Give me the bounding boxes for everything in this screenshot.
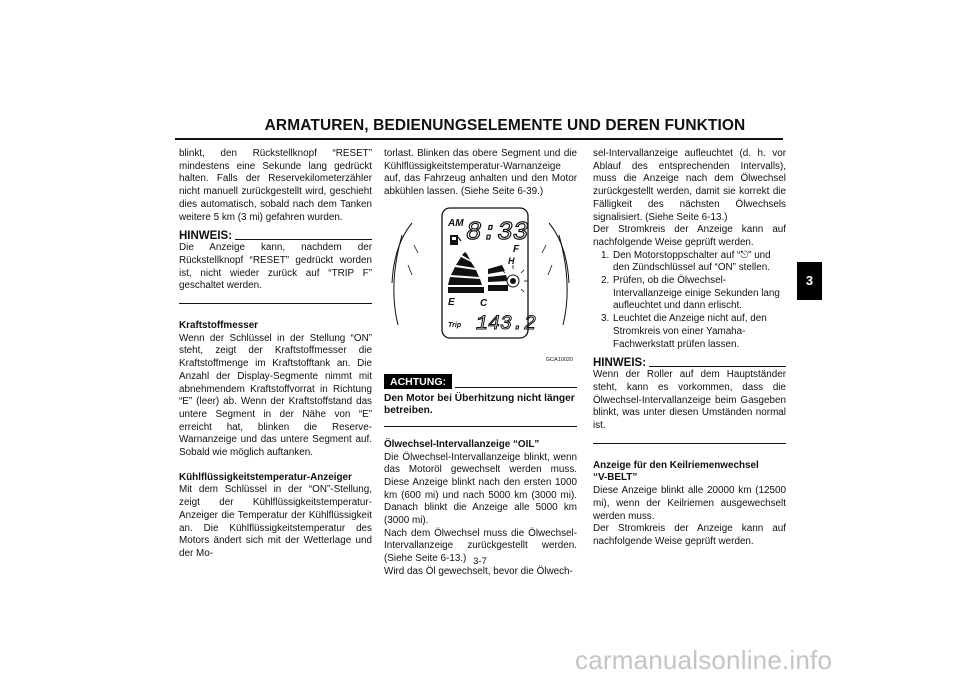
paragraph-reset: blinkt, den Rückstellknopf “RESET” mindestens eine Sekunde lang gedrückt halten. Falls der Reservekilometerzähler nicht manuell zurückgestellt wird, geschieht dies automatisch, sobald nach dem Tanken weitere 5 km (3 mi) gefahren wurden. bbox=[179, 148, 372, 223]
hinweis-text: Wenn der Roller auf dem Hauptständer steht, kann es vorkommen, dass die Ölwechsel-Intervallanzeige beim Gasgeben blinkt, was unter diesen Umständen normal ist. bbox=[593, 369, 786, 432]
instrument-display-illustration bbox=[384, 205, 577, 370]
watermark: carmanualsonline.info bbox=[575, 645, 833, 675]
page-title: ARMATUREN, BEDIENUNGSELEMENTE UND DEREN FUNKTION bbox=[264, 117, 746, 134]
column-1 bbox=[179, 148, 372, 561]
chapter-tab: 3 bbox=[797, 262, 822, 300]
oil-early-text: Wird das Öl gewechselt, bevor die Ölwech- bbox=[384, 565, 573, 577]
achtung-rule bbox=[455, 387, 577, 388]
hinweis-heading bbox=[179, 230, 372, 242]
paragraph-oil-cont: sel-Intervallanzeige aufleuchtet (d. h. vor Ablauf des entsprechenden Intervalls), muss die Anzeige nach dem Ölwechsel zurückgestellt werden, damit sie korrekt die Fälligkeit des nächsten Ölwechsels signalisiert. (Siehe Seite 6-13.) bbox=[593, 148, 786, 223]
hinweis-rule bbox=[235, 239, 372, 240]
coolant-text: Mit dem Schlüssel in der “ON”-Stellung, zeigt der Kühlflüssigkeitstemperatur-Anzeiger die Temperatur der Kühlflüssigkeit an. Die Kühlflüssigkeitstemperatur des Motors ändert sich mit der Wetterlage und der Mo- bbox=[179, 484, 372, 559]
figure-code: GCA10020 bbox=[545, 357, 573, 364]
check-step: 2. Prüfen, ob die Ölwechsel-Intervallanzeige einige Sekunden lang aufleuchtet und dann erlischt. bbox=[601, 275, 780, 312]
hinweis-end-rule bbox=[593, 443, 786, 444]
vbelt-title-2: “V-BELT” bbox=[593, 472, 638, 484]
temp-cold-label: C bbox=[480, 297, 488, 309]
am-indicator: AM bbox=[448, 217, 464, 229]
achtung-text: Den Motor bei Überhitzung nicht länger betreiben. bbox=[384, 392, 575, 417]
page-number: 3-7 bbox=[473, 556, 487, 567]
vbelt-text: Diese Anzeige blinkt alle 20000 km (12500 mi), wenn der Keilriemen ausgewechselt werden muss. bbox=[593, 485, 786, 522]
oil-indicator-text: Die Ölwechsel-Intervallanzeige blinkt, wenn das Motoröl gewechselt werden muss. Diese Anzeige blinkt nach den ersten 1000 km (600 mi) und nach 5000 km (3000 mi). Danach blinkt die Anzeige alle 5000 km (3000 mi). bbox=[384, 451, 577, 527]
column-3 bbox=[593, 148, 786, 549]
check-step: 3. Leuchtet die Anzeige nicht auf, den Stromkreis von einer Yamaha-Fachwerkstatt prüfen lassen. bbox=[601, 313, 767, 350]
achtung-end-rule bbox=[384, 426, 577, 427]
hinweis-rule bbox=[649, 366, 786, 367]
vbelt-title: Anzeige für den Keilriemenwechsel bbox=[593, 459, 759, 471]
fuel-gauge-text: Wenn der Schlüssel in der Stellung “ON” steht, zeigt der Kraftstoffmesser die Kraftstoffmenge im Kraftstofftank an. Die Anzahl der Display-Segmente nimmt mit abnehmendem Kraftstoffvorrat in Richtung “E” (leer) ab. Wenn der Kraftstoffstand das untere Segment in der Nähe von “E” erreicht hat, blinken die Reserve-Warnanzeige und das untere Segment auf. Sobald wie möglich auftanken. bbox=[179, 332, 372, 459]
achtung-heading bbox=[384, 374, 577, 389]
hinweis-end-rule bbox=[179, 303, 372, 304]
coolant-title: Kühlflüssigkeitstemperatur-Anzeiger bbox=[179, 471, 352, 483]
fuel-gauge-title: Kraftstoffmesser bbox=[179, 320, 259, 332]
check-step: 1. Den Motorstoppschalter auf “⎋” und den Zündschlüssel auf “ON” stellen. bbox=[601, 249, 771, 274]
hinweis-heading-2 bbox=[593, 357, 786, 369]
paragraph-coolant-cont: torlast. Blinken das obere Segment und die Kühlflüssigkeitstemperatur-Warnanzeige auf, das Fahrzeug anhalten und den Motor abkühlen lassen. (Siehe Seite 6-39.) bbox=[384, 148, 577, 198]
title-rule bbox=[175, 138, 783, 140]
fuel-empty-label: E bbox=[448, 296, 455, 308]
hinweis-label: HINWEIS: bbox=[593, 357, 647, 370]
achtung-label: ACHTUNG: bbox=[384, 374, 452, 389]
fuel-full-label: F bbox=[513, 243, 520, 255]
column-2 bbox=[384, 148, 577, 579]
oil-indicator-title: Ölwechsel-Intervallanzeige “OIL” bbox=[384, 438, 540, 450]
vbelt-circuit-text: Der Stromkreis der Anzeige kann auf nachfolgende Weise geprüft werden. bbox=[593, 523, 786, 547]
hinweis-text: Die Anzeige kann, nachdem der Rückstellknopf “RESET” gedrückt worden ist, nicht wieder zurück auf “TRIP F” geschaltet werden. bbox=[179, 242, 372, 292]
circuit-check-intro: Der Stromkreis der Anzeige kann auf nachfolgende Weise geprüft werden. bbox=[593, 224, 786, 248]
instrument-display-figure bbox=[384, 205, 577, 370]
check-steps bbox=[593, 250, 786, 352]
temp-hot-label: H bbox=[508, 255, 515, 266]
clock-display: 8:33 bbox=[466, 216, 529, 247]
trip-label: Trip bbox=[448, 321, 462, 329]
engine-stop-icon: ⎋ bbox=[740, 249, 749, 261]
oil-reset-text: Nach dem Ölwechsel muss die Ölwechsel-Intervallanzeige zurückgestellt werden. (Siehe Seite 6-13.) bbox=[384, 527, 577, 565]
hinweis-label: HINWEIS: bbox=[179, 230, 233, 243]
trip-value: 143.2 bbox=[476, 312, 537, 336]
